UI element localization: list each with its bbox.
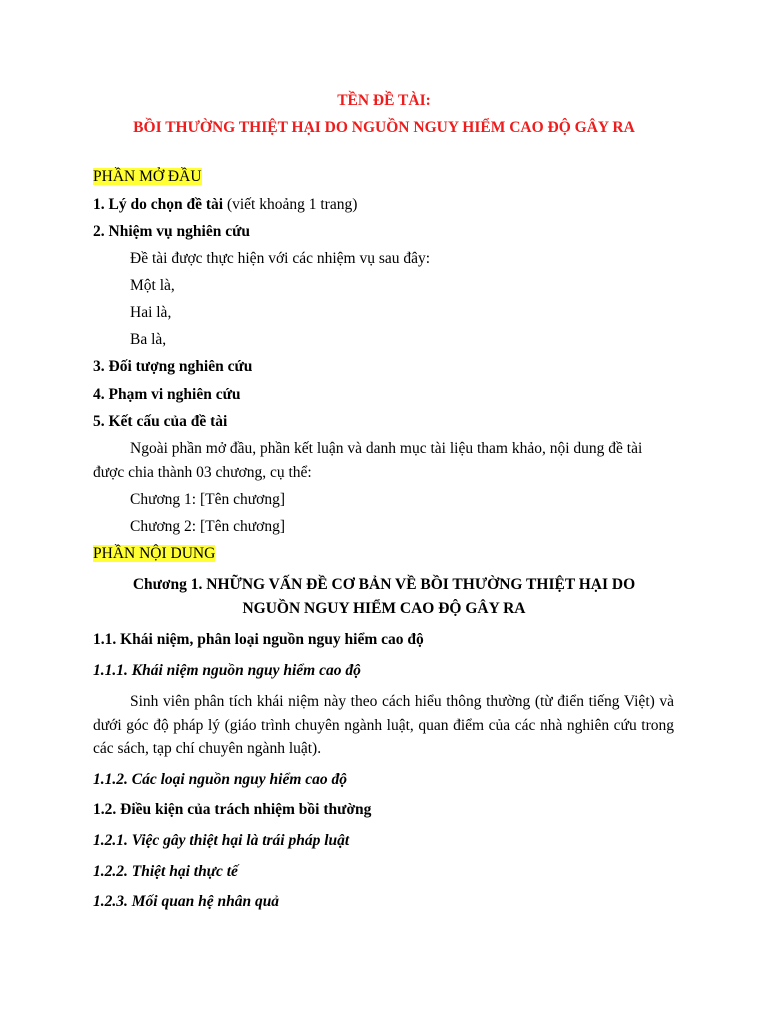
heading-1-1-1: 1.1.1. Khái niệm nguồn nguy hiểm cao độ [93, 662, 361, 679]
document-title-label: TỀN ĐỀ TÀI: [337, 92, 431, 109]
heading-1-2-1: 1.2.1. Việc gây thiệt hại là trái pháp luật [93, 832, 350, 849]
heading-1-1: 1.1. Khái niệm, phân loại nguồn nguy hiểm cao độ [93, 631, 424, 648]
part2-heading: PHẦN NỘI DUNG [93, 545, 216, 562]
heading-1-2-2: 1.2.2. Thiệt hại thực tế [93, 863, 238, 880]
heading-1-2-3: 1.2.3. Mối quan hệ nhân quả [93, 893, 280, 910]
document-title: BỒI THƯỜNG THIỆT HẠI DO NGUỒN NGUY HIỂM CAO ĐỘ GÂY RA [133, 119, 635, 136]
section-2-item-2: Hai là, [130, 304, 172, 321]
section-1-note: (viết khoảng 1 trang) [223, 196, 358, 213]
paragraph-1-1-1: Sinh viên phân tích khái niệm này theo cách hiểu thông thường (từ điển tiếng Việt) và dưới góc độ pháp lý (giáo trình chuyên ngành luật, quan điểm của các nhà nghiên cứu trong các sách, tạp chí chuyên ngành luật). [93, 693, 674, 757]
heading-1-1-2: 1.1.2. Các loại nguồn nguy hiểm cao độ [93, 771, 348, 788]
section-4-title: 4. Phạm vi nghiên cứu [93, 386, 241, 403]
section-2-item-3: Ba là, [130, 331, 167, 348]
section-2-item-1: Một là, [130, 277, 175, 294]
section-2-intro: Đề tài được thực hiện với các nhiệm vụ sau đây: [130, 250, 431, 267]
heading-1-2: 1.2. Điều kiện của trách nhiệm bồi thường [93, 801, 372, 818]
part2-heading-wrap [93, 544, 673, 564]
section-2-title: 2. Nhiệm vụ nghiên cứu [93, 223, 251, 240]
chapter-1-title-line-1: Chương 1. NHỮNG VẤN ĐỀ CƠ BẢN VỀ BỒI THƯỜNG THIỆT HẠI DO [132, 576, 636, 593]
part1-heading: PHẦN MỞ ĐẦU [93, 168, 202, 185]
section-5-paragraph: Ngoài phần mở đầu, phần kết luận và danh mục tài liệu tham khảo, nội dung đề tài được chia thành 03 chương, cụ thể: [93, 440, 643, 481]
part1-heading-wrap [93, 167, 673, 187]
section-1 [93, 195, 673, 215]
section-3-title: 3. Đối tượng nghiên cứu [93, 358, 253, 375]
chapter-1-title-line-2: NGUỒN NGUY HIỂM CAO ĐỘ GÂY RA [242, 600, 526, 617]
section-5-chapter-2: Chương 2: [Tên chương] [130, 518, 286, 535]
section-5-title: 5. Kết cấu của đề tài [93, 413, 228, 430]
section-5-chapter-1: Chương 1: [Tên chương] [130, 491, 286, 508]
section-1-title: 1. Lý do chọn đề tài [93, 196, 224, 213]
